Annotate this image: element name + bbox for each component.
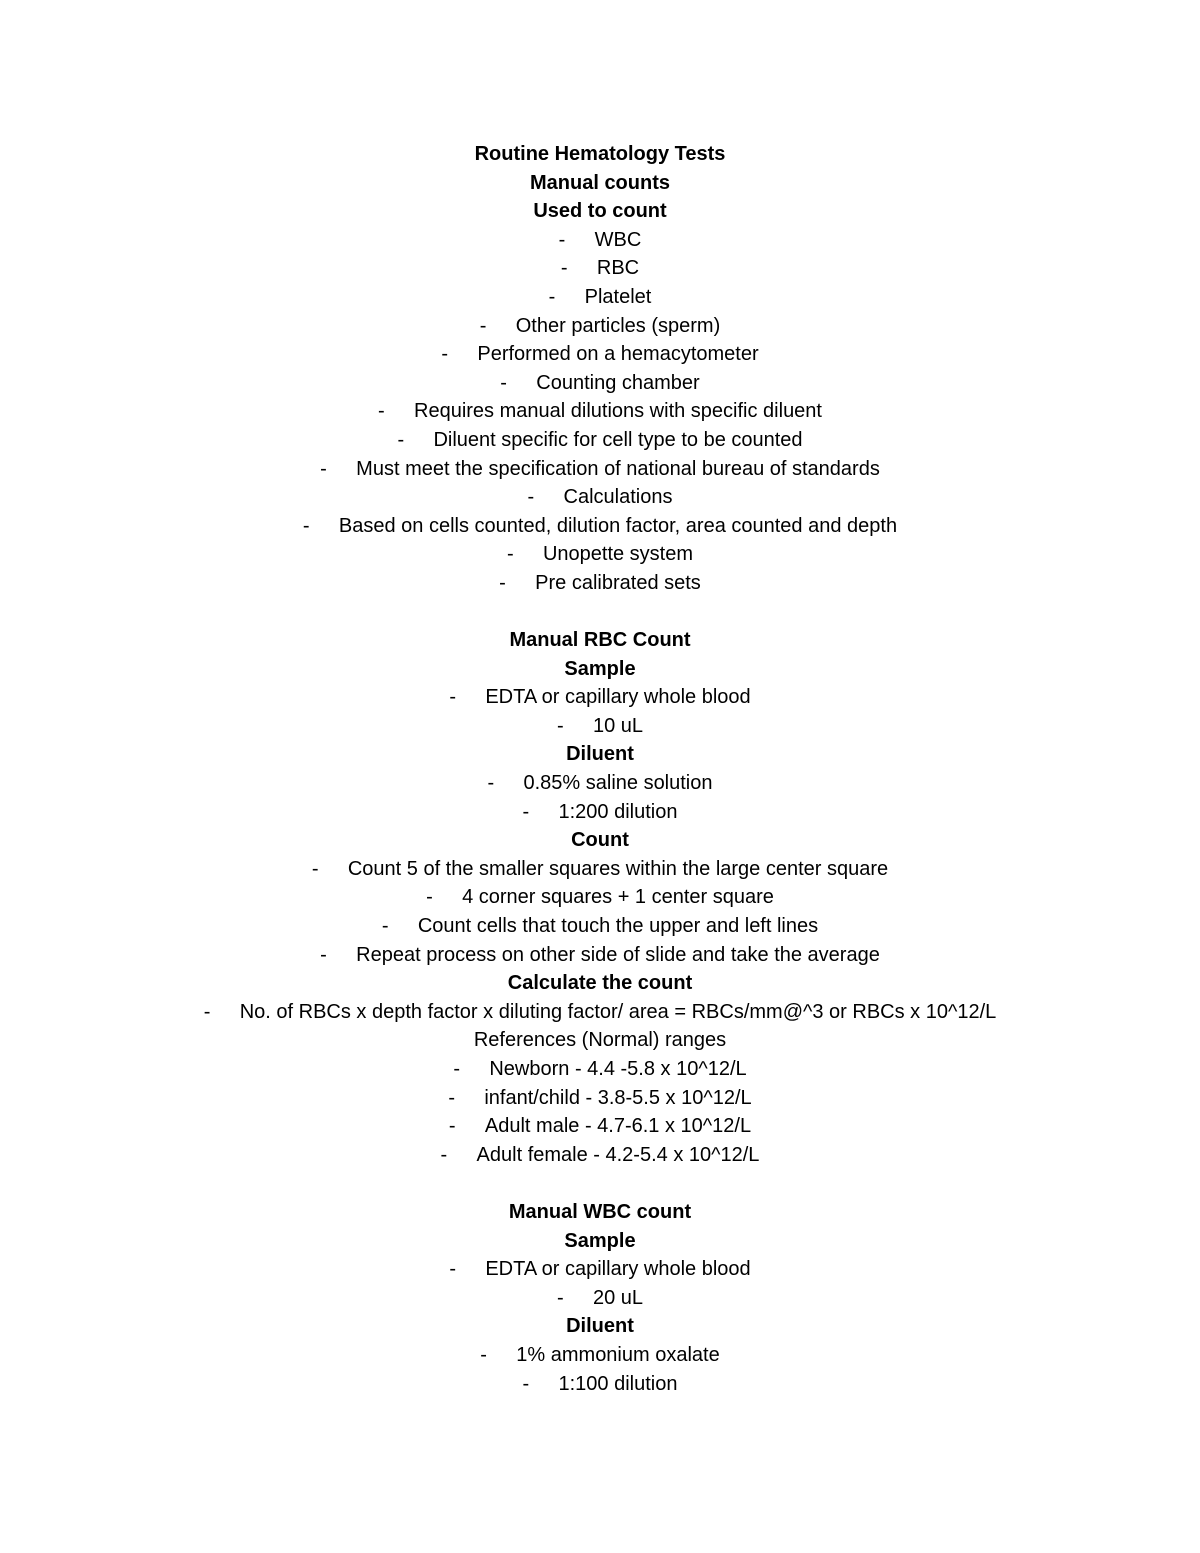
document-body bbox=[0, 140, 1200, 1398]
list-item-text: Repeat process on other side of slide and take the average bbox=[356, 943, 880, 966]
list-item bbox=[0, 397, 1200, 426]
list-item-text: Counting chamber bbox=[536, 371, 700, 394]
list-item bbox=[0, 340, 1200, 369]
section-heading bbox=[0, 969, 1200, 998]
list-item-text: 0.85% saline solution bbox=[523, 772, 713, 795]
blank-line bbox=[0, 598, 1200, 627]
section-heading bbox=[0, 626, 1200, 655]
list-item-text: Adult male - 4.7-6.1 x 10^12/L bbox=[484, 1115, 752, 1138]
heading-text: Count bbox=[571, 829, 629, 852]
bullet-dash-icon: - bbox=[441, 343, 449, 366]
list-item-text: Calculations bbox=[563, 486, 673, 509]
list-item-text: Count cells that touch the upper and left lines bbox=[417, 915, 819, 938]
list-item-text: Platelet bbox=[584, 285, 652, 308]
bullet-dash-icon: - bbox=[449, 1258, 457, 1281]
list-item-text: 10 uL bbox=[592, 714, 644, 737]
heading-text: Calculate the count bbox=[507, 972, 693, 995]
list-item bbox=[0, 683, 1200, 712]
list-item-text: 1% ammonium oxalate bbox=[516, 1343, 720, 1366]
heading-text: Routine Hematology Tests bbox=[474, 143, 726, 165]
section-heading bbox=[0, 655, 1200, 684]
list-item bbox=[0, 912, 1200, 941]
heading-text: Diluent bbox=[566, 1315, 634, 1338]
section-heading bbox=[0, 1198, 1200, 1227]
list-item bbox=[0, 1284, 1200, 1313]
list-item-text: EDTA or capillary whole blood bbox=[485, 686, 751, 709]
section-heading bbox=[0, 140, 1200, 169]
bullet-dash-icon: - bbox=[449, 686, 457, 709]
list-item bbox=[0, 1112, 1200, 1141]
bullet-dash-icon: - bbox=[527, 486, 535, 509]
bullet-dash-icon: - bbox=[556, 714, 564, 737]
bullet-dash-icon: - bbox=[558, 228, 566, 251]
list-item-text: RBC bbox=[596, 257, 640, 280]
heading-text: Sample bbox=[564, 657, 636, 680]
bullet-dash-icon: - bbox=[381, 915, 389, 938]
section-heading bbox=[0, 826, 1200, 855]
list-item bbox=[0, 1141, 1200, 1170]
list-item-text: 4 corner squares + 1 center square bbox=[462, 886, 774, 909]
list-item bbox=[0, 540, 1200, 569]
list-item-text: Must meet the specification of national bureau of standards bbox=[356, 457, 880, 480]
list-item bbox=[0, 426, 1200, 455]
list-item bbox=[0, 226, 1200, 255]
list-item-text: 20 uL bbox=[592, 1286, 644, 1309]
section-heading bbox=[0, 1312, 1200, 1341]
text-line bbox=[0, 1026, 1200, 1055]
list-item bbox=[0, 369, 1200, 398]
bullet-dash-icon: - bbox=[320, 943, 327, 966]
list-item-text: 1:100 dilution bbox=[558, 1372, 678, 1395]
section-heading bbox=[0, 169, 1200, 198]
list-item-text: Other particles (sperm) bbox=[515, 314, 721, 337]
bullet-dash-icon: - bbox=[203, 1000, 211, 1023]
list-item-text: EDTA or capillary whole blood bbox=[485, 1258, 751, 1281]
list-item bbox=[0, 712, 1200, 741]
bullet-dash-icon: - bbox=[522, 1372, 530, 1395]
bullet-dash-icon: - bbox=[480, 1343, 487, 1366]
list-item bbox=[0, 254, 1200, 283]
heading-text: Sample bbox=[564, 1229, 636, 1252]
line-text: References (Normal) ranges bbox=[473, 1029, 727, 1052]
bullet-dash-icon: - bbox=[556, 1286, 564, 1309]
bullet-dash-icon: - bbox=[522, 800, 530, 823]
heading-text: Manual WBC count bbox=[508, 1200, 692, 1223]
list-item bbox=[0, 569, 1200, 598]
heading-text: Diluent bbox=[566, 743, 634, 766]
list-item-text: Newborn - 4.4 -5.8 x 10^12/L bbox=[489, 1058, 747, 1080]
list-item bbox=[0, 1341, 1200, 1370]
list-item-text: Pre calibrated sets bbox=[535, 571, 701, 594]
heading-text: Manual counts bbox=[529, 171, 670, 194]
bullet-dash-icon: - bbox=[448, 1086, 455, 1109]
list-item bbox=[0, 283, 1200, 312]
section-heading bbox=[0, 197, 1200, 226]
list-item-text: Performed on a hemacytometer bbox=[477, 343, 759, 366]
list-item bbox=[0, 455, 1200, 484]
list-item bbox=[0, 769, 1200, 798]
list-item bbox=[0, 1055, 1200, 1084]
list-item-text: Unopette system bbox=[542, 543, 694, 566]
list-item bbox=[0, 941, 1200, 970]
list-item bbox=[0, 512, 1200, 541]
list-item-text: Requires manual dilutions with specific diluent bbox=[414, 400, 822, 423]
bullet-dash-icon: - bbox=[499, 571, 506, 594]
bullet-dash-icon: - bbox=[302, 514, 310, 537]
list-item bbox=[0, 883, 1200, 912]
list-item-text: Based on cells counted, dilution factor, area counted and depth bbox=[338, 514, 898, 537]
list-item bbox=[0, 483, 1200, 512]
list-item-text: Diluent specific for cell type to be counted bbox=[433, 428, 803, 451]
list-item bbox=[0, 798, 1200, 827]
list-item bbox=[0, 1084, 1200, 1113]
bullet-dash-icon: - bbox=[487, 772, 495, 795]
list-item-text: Count 5 of the smaller squares within the large center square bbox=[347, 857, 889, 880]
list-item bbox=[0, 855, 1200, 884]
section-heading bbox=[0, 740, 1200, 769]
bullet-dash-icon: - bbox=[311, 857, 319, 880]
section-heading bbox=[0, 1227, 1200, 1256]
list-item bbox=[0, 1370, 1200, 1399]
bullet-dash-icon: - bbox=[453, 1058, 461, 1080]
bullet-dash-icon: - bbox=[320, 457, 327, 480]
list-item-text: Adult female - 4.2-5.4 x 10^12/L bbox=[476, 1143, 760, 1166]
list-item bbox=[0, 998, 1200, 1027]
bullet-dash-icon: - bbox=[397, 428, 405, 451]
list-item-text: 1:200 dilution bbox=[558, 800, 678, 823]
bullet-dash-icon: - bbox=[500, 371, 507, 394]
blank-line bbox=[0, 1169, 1200, 1198]
heading-text: Used to count bbox=[533, 200, 667, 223]
bullet-dash-icon: - bbox=[560, 257, 568, 280]
list-item-text: infant/child - 3.8-5.5 x 10^12/L bbox=[484, 1086, 752, 1109]
list-item bbox=[0, 1255, 1200, 1284]
list-item-text: WBC bbox=[594, 228, 642, 251]
bullet-dash-icon: - bbox=[506, 543, 514, 566]
bullet-dash-icon: - bbox=[479, 314, 487, 337]
list-item bbox=[0, 312, 1200, 341]
list-item-text: No. of RBCs x depth factor x diluting factor/ area = RBCs/mm@^3 or RBCs x 10^12/L bbox=[239, 1000, 997, 1023]
heading-text: Manual RBC Count bbox=[509, 629, 691, 652]
bullet-dash-icon: - bbox=[426, 886, 433, 909]
bullet-dash-icon: - bbox=[448, 1115, 456, 1138]
bullet-dash-icon: - bbox=[440, 1143, 448, 1166]
bullet-dash-icon: - bbox=[378, 400, 385, 423]
bullet-dash-icon: - bbox=[548, 285, 556, 308]
